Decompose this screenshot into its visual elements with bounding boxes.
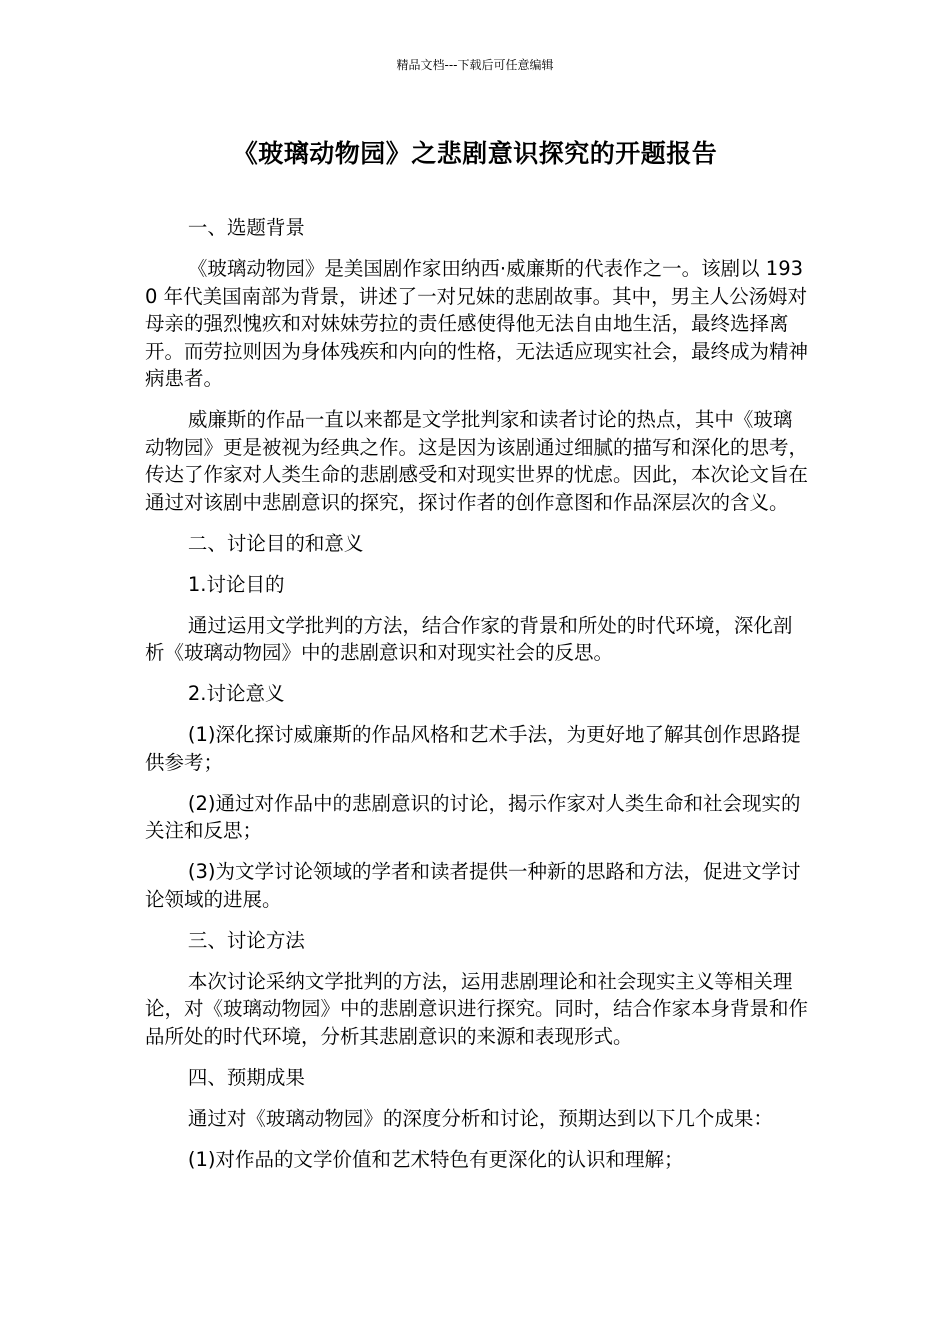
- paragraph-background-2: 威廉斯的作品一直以来都是文学批判家和读者讨论的热点，其中《玻璃动物园》更是被视为经典之作。这是因为该剧通过细腻的描写和深化的思考，传达了作家对人类生命的悲剧感受和对现实世界的忧虑。因此，本次论文旨在通过对该剧中悲剧意识的探究，探讨作者的创作意图和作品深层次的含义。: [145, 408, 809, 514]
- section-heading-purpose: 二、讨论目的和意义: [187, 531, 364, 555]
- section-heading-background: 一、选题背景: [187, 216, 305, 239]
- list-item-significance-2: (2)通过对作品中的悲剧意识的讨论，揭示作家对人类生命和社会现实的关注和反思；: [145, 791, 801, 842]
- document-body: [145, 214, 810, 1187]
- document-title: 《玻璃动物园》之悲剧意识探究的开题报告: [232, 139, 718, 168]
- paragraph-method: 本次讨论采纳文学批判的方法，运用悲剧理论和社会现实主义等相关理论，对《玻璃动物园》中的悲剧意识进行探究。同时，结合作家本身背景和作品所处的时代环境，分析其悲剧意识的来源和表现形式。: [145, 969, 809, 1048]
- section-heading-method: 三、讨论方法: [187, 928, 305, 952]
- subheading-purpose: 1.讨论目的: [187, 572, 285, 596]
- paragraph-purpose: 通过运用文学批判的方法，结合作家的背景和所处的时代环境，深化剖析《玻璃动物园》中的悲剧意识和对现实社会的反思。: [145, 613, 793, 664]
- paragraph-background-1: 《玻璃动物园》是美国剧作家田纳西·威廉斯的代表作之一。该剧以 1930 年代美国南部为背景，讲述了一对兄妹的悲剧故事。其中，男主人公汤姆对母亲的强烈愧疚和对妹妹劳拉的责任感使得他无法自由地生活，最终选择离开。而劳拉则因为身体残疾和内向的性格，无法适应现实社会，最终成为精神病患者。: [145, 257, 809, 390]
- subheading-significance: 2.讨论意义: [187, 682, 285, 705]
- list-item-significance-1: (1)深化探讨威廉斯的作品风格和艺术手法，为更好地了解其创作思路提供参考；: [145, 723, 801, 774]
- list-item-outcome-1: (1)对作品的文学价值和艺术特色有更深化的认识和理解；: [187, 1147, 684, 1171]
- list-item-significance-3: (3)为文学讨论领域的学者和读者提供一种新的思路和方法，促进文学讨论领域的进展。: [145, 860, 801, 911]
- header-note: 精品文档---下载后可任意编辑: [396, 58, 554, 72]
- section-heading-outcomes: 四、预期成果: [187, 1065, 305, 1089]
- paragraph-outcomes-intro: 通过对《玻璃动物园》的深度分析和讨论，预期达到以下几个成果：: [187, 1106, 773, 1130]
